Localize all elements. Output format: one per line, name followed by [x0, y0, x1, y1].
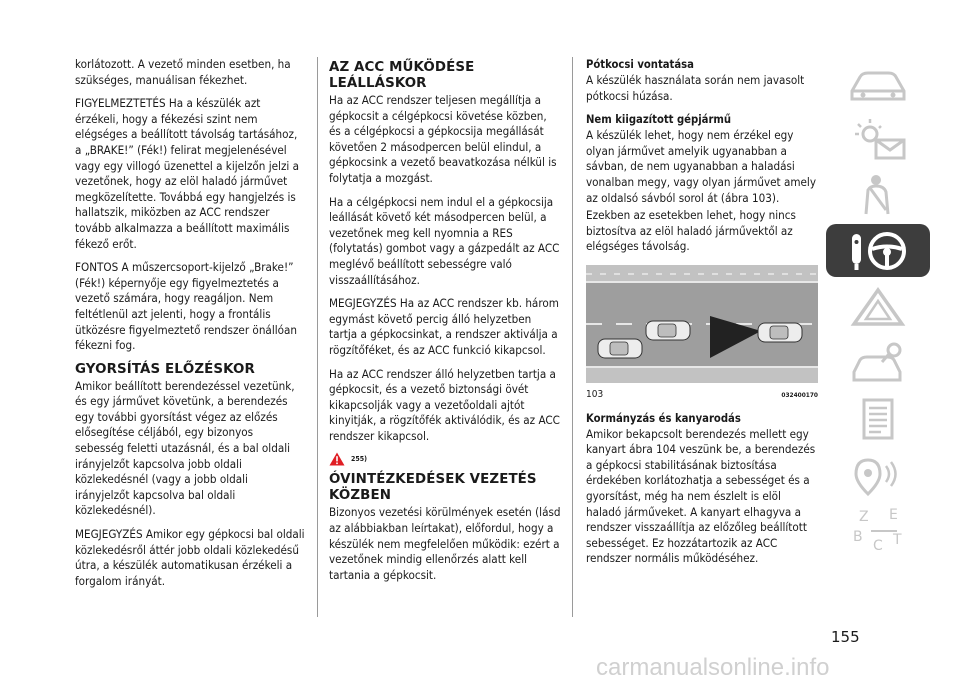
paragraph: Ha a célgépkocsi nem indul el a gépkocsija leállását követő két másodpercen belül, a vezetőnek meg kell nyomnia a RES (folytatás) gombot vagy a gázpedált az ACC meglévő beállított sebességre való visszaállításához. [329, 194, 560, 287]
tab-starting-driving[interactable] [826, 224, 930, 277]
figure-number: 103 [586, 388, 604, 400]
index-letter: T [893, 531, 902, 548]
subheading: Nem kiigazított gépjármű [586, 113, 732, 127]
warning-triangle-icon [846, 284, 910, 330]
paragraph: A készülék használata során nem javasolt pótkocsi húzása. [586, 73, 805, 103]
paragraph: Amikor bekapcsolt berendezés mellett egy kanyart ábra 104 veszünk be, a berendezés a gépkocsi stabilitásának biztosítása érdekében korlátozhatja a sebességet és a gyorsítást, még ha nem észlelt is elöl haladó járműveket. A kanyart elhagyva a rendszer visszaállítja az előzőleg beállított sebességet. Ez hozzátartozik az ACC rendszer normális működéséhez. [586, 426, 816, 566]
tab-technical-data[interactable] [826, 392, 930, 445]
paragraph: Ha az ACC rendszer álló helyzetben tartja a gépkocsit, és a vezető biztonsági övét kikapcsolják vagy a vezetőoldali ajtót kinyitják, a rögzítőfék aktiválódik, és az ACC rendszer kikapcsol. [329, 366, 560, 443]
figure-caption [586, 387, 818, 404]
watermark: carmanualsonline.info [596, 654, 830, 681]
alphabetical-index-icon [843, 506, 913, 556]
paragraph: FONTOS A műszercsoport-kijelző „Brake!” (Fék!) képernyője egy figyelmeztetés a vezető számára, hogy reagáljon. Nem feltétlenül azt jelenti, hogy a frontális ütközésre figyelmeztető rendszer önállóan fékezni fog. [75, 260, 297, 353]
column-divider [317, 57, 318, 617]
paragraph: MEGJEGYZÉS Ha az ACC rendszer kb. három egymást követő percig álló helyzetben tartja a gépkocsinkat, a rendszer aktiválja a rögzítőféket, és az ACC funkció kikapcsol. [329, 296, 559, 357]
index-letter: E [889, 506, 898, 523]
chapter-tabs [826, 56, 930, 560]
car-icon [758, 323, 802, 342]
road-lane-illustration [586, 265, 818, 383]
warning-number: 255) [351, 455, 368, 464]
section-heading: AZ ACC MŰKÖDÉSE LEÁLLÁSKOR [329, 60, 475, 91]
subheading: Pótkocsi vontatása [586, 58, 694, 71]
text-column-3 [586, 57, 816, 575]
paragraph: korlátozott. A vezető minden esetben, ha szükséges, manuálisan fékezhet. [75, 57, 291, 87]
lights-envelope-icon [846, 116, 910, 162]
seat-belt-icon [846, 172, 910, 218]
technical-data-list-icon [846, 396, 910, 442]
index-letter: C [873, 537, 883, 554]
subheading: Kormányzás és kanyarodás [586, 411, 741, 425]
index-letter: B [853, 528, 863, 545]
paragraph: FIGYELMEZTETÉS Ha a készülék azt érzékeli, hogy a fékezési szint nem elégséges a beállított távolság tartásához, a „BRAKE!” (Fék!) felirat megjelenésével vagy egy villogó üzenettel a kijelzőn jelzi a vezetőnek, hogy az elöl haladó járművet megközelítette. Továbbá egy hangjelzés is hallatszik, miközben az ACC rendszer tovább alkalmazza a beállított maximális fékező erőt. [75, 96, 300, 251]
index-letter: Z [859, 508, 869, 525]
column-divider [572, 57, 573, 617]
key-steering-wheel-icon [843, 228, 913, 274]
car-icon [646, 321, 690, 340]
tab-dashboard[interactable] [826, 56, 930, 109]
section-heading: GYORSÍTÁS ELŐZÉSKOR [75, 361, 255, 377]
car-dashboard-icon [846, 61, 910, 105]
maintenance-car-icon [846, 340, 910, 386]
warning-reference [329, 452, 561, 466]
tab-emergency[interactable] [826, 280, 930, 333]
figure-code: 032400170 [781, 390, 818, 399]
paragraph: MEGJEGYZÉS Amikor egy gépkocsi bal oldali közlekedésről áttér jobb oldali közlekedésű útra, a készülék automatikusan érzékeli a forgalom irányát. [75, 527, 305, 588]
tab-lights[interactable] [826, 112, 930, 165]
tab-index[interactable] [826, 504, 930, 557]
text-column-2 [329, 57, 561, 591]
figure-103 [586, 265, 818, 404]
multimedia-icon [846, 452, 910, 498]
paragraph: Bizonyos vezetési körülmények esetén (lásd az alábbiakban leírtakat), előfordul, hogy a készülék nem megfelelően működik: ezért a vezetőnek mindig ellenőrzés alatt kell tartania a gépkocsit. [329, 505, 561, 582]
page-number: 155 [831, 628, 860, 646]
paragraph: A készülék lehet, hogy nem érzékel egy olyan járművet amelyik ugyanabban a sávban, de nem ugyanabban a haladási vonalban megy, vagy olyan járművet amely az oldalsó sávból sorol át (ábra 103). [586, 128, 816, 205]
paragraph: Ha az ACC rendszer teljesen megállítja a gépkocsit a célgépkocsi követése közben, és a célgépkocsi a gépkocsija megállását követően 2 másodpercen belül elindul, a gépkocsink a vezető beavatkozása nélkül is folytatja a mozgást. [329, 93, 557, 185]
text-column-1 [75, 57, 305, 597]
car-icon [598, 339, 642, 358]
tab-multimedia[interactable] [826, 448, 930, 501]
tab-safety[interactable] [826, 168, 930, 221]
tab-maintenance[interactable] [826, 336, 930, 389]
section-heading: ÓVINTÉZKEDÉSEK VEZETÉS KÖZBEN [329, 472, 537, 504]
warning-triangle-icon [329, 452, 345, 466]
paragraph: Ezekben az esetekben lehet, hogy nincs biztosítva az elöl haladó járművektől az elégséges távolság. [586, 208, 796, 254]
paragraph: Amikor beállított berendezéssel vezetünk, és egy járművet követünk, a berendezés egy további gyorsítást végez az előzés elősegítése céljából, egy bizonyos sebesség feletti utazásnál, és a bal oldali irányjelzőt kapcsolva jobb oldali közlekedésnél (vagy a jobb oldali irányjelzőt kapcsolva bal oldali közlekedésnél). [75, 378, 295, 518]
